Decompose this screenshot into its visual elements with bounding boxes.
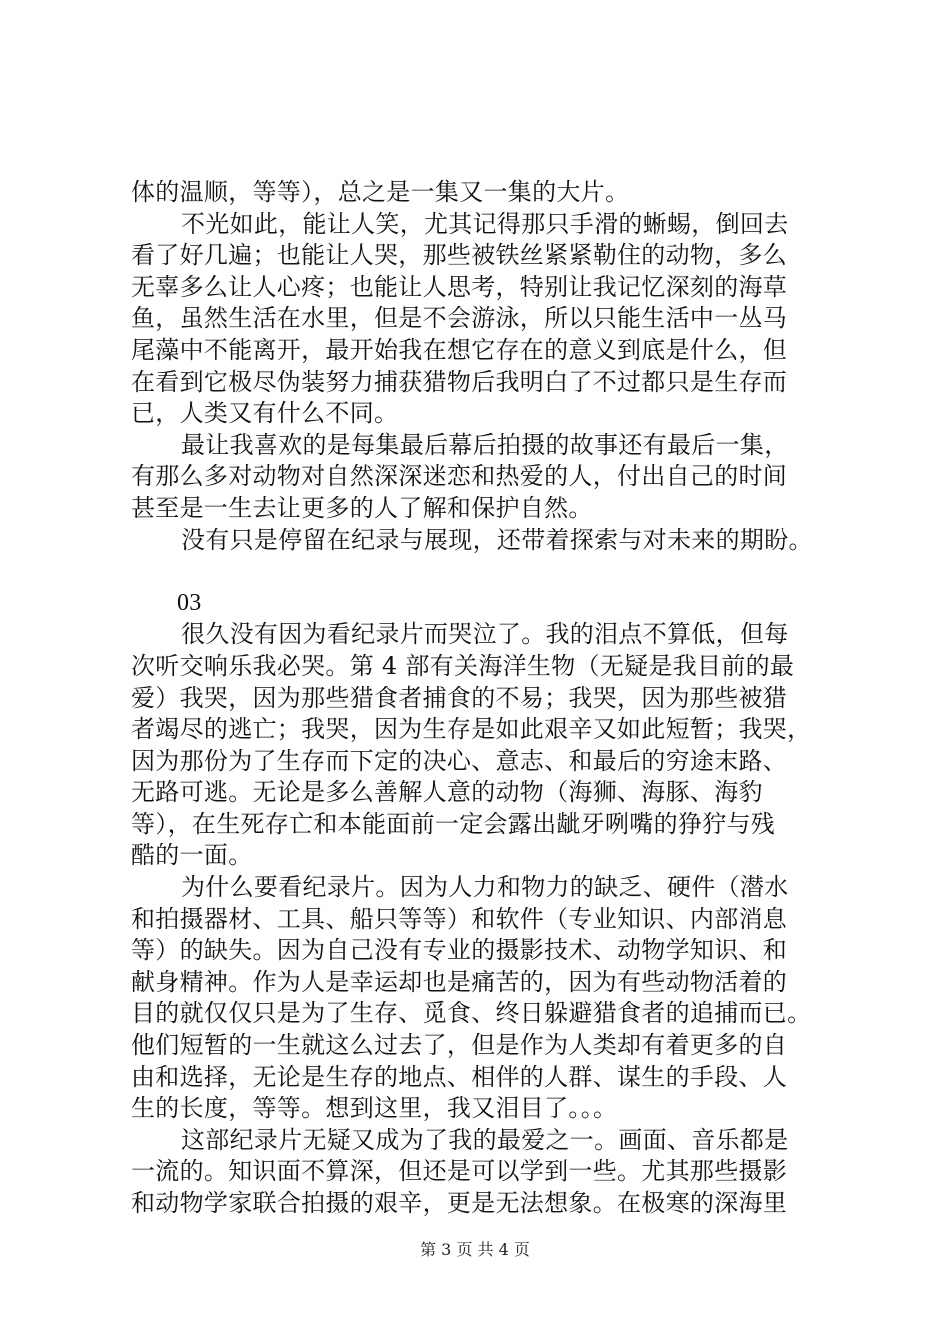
text-line: 鱼，虽然生活在水里，但是不会游泳，所以只能生活中一丛马 (131, 304, 788, 333)
text-line: 一流的。知识面不算深，但还是可以学到一些。尤其那些摄影 (131, 1157, 788, 1186)
text-line: 目的就仅仅只是为了生存、觅食、终日躲避猎食者的追捕而已。 (131, 999, 812, 1028)
text-line: 因为那份为了生存而下定的决心、意志、和最后的穷途末路、 (131, 746, 788, 775)
section-heading: 03 (177, 589, 202, 616)
text-line: 酷的一面。 (131, 841, 253, 870)
page-footer: 第 3 页 共 4 页 (420, 1240, 530, 1259)
text-line: 没有只是停留在纪录与展现，还带着探索与对未来的期盼。 (181, 525, 813, 554)
text-line: 生的长度，等等。想到这里，我又泪目了。。。 (131, 1094, 618, 1123)
text-line: 有那么多对动物对自然深深迷恋和热爱的人，付出自己的时间 (131, 462, 788, 491)
text-line: 最让我喜欢的是每集最后幕后拍摄的故事还有最后一集， (181, 430, 789, 459)
text-line: 献身精神。作为人是幸运却也是痛苦的，因为有些动物活着的 (131, 967, 788, 996)
text-line: 为什么要看纪录片。因为人力和物力的缺乏、硬件（潜水 (181, 873, 789, 902)
text-line: 等），在生死存亡和本能面前一定会露出龇牙咧嘴的狰狞与残 (131, 809, 776, 838)
text-line: 由和选择，无论是生存的地点、相伴的人群、谋生的手段、人 (131, 1062, 788, 1091)
text-line: 在看到它极尽伪装努力捕获猎物后我明白了不过都只是生存而 (131, 367, 788, 396)
text-line: 已，人类又有什么不同。 (131, 399, 399, 428)
text-line: 次听交响乐我必哭。第 4 部有关海洋生物（无疑是我目前的最 (131, 651, 795, 680)
blank-line (131, 556, 837, 588)
text-line: 很久没有因为看纪录片而哭泣了。我的泪点不算低，但每 (181, 620, 789, 649)
text-line: 等）的缺失。因为自己没有专业的摄影技术、动物学知识、和 (131, 936, 788, 965)
document-body (131, 177, 837, 1220)
text-line: 看了好几遍；也能让人哭，那些被铁丝紧紧勒住的动物，多么 (131, 241, 788, 270)
text-line: 和拍摄器材、工具、船只等等）和软件（专业知识、内部消息 (131, 904, 788, 933)
text-line: 爱）我哭，因为那些猎食者捕食的不易；我哭，因为那些被猎 (131, 683, 788, 712)
text-line: 无辜多么让人心疼；也能让人思考，特别让我记忆深刻的海草 (131, 272, 788, 301)
text-line: 体的温顺，等等），总之是一集又一集的大片。 (131, 178, 630, 206)
text-line: 者竭尽的逃亡；我哭，因为生存是如此艰辛又如此短暂；我哭， (131, 715, 812, 744)
text-line: 尾藻中不能离开，最开始我在想它存在的意义到底是什么，但 (131, 335, 788, 364)
text-line: 他们短暂的一生就这么过去了，但是作为人类却有着更多的自 (131, 1031, 788, 1060)
text-line: 这部纪录片无疑又成为了我的最爱之一。画面、音乐都是 (181, 1125, 789, 1154)
text-line: 甚至是一生去让更多的人了解和保护自然。 (131, 493, 593, 522)
text-line: 不光如此，能让人笑，尤其记得那只手滑的蜥蜴，倒回去 (181, 209, 789, 238)
text-line: 无路可逃。无论是多么善解人意的动物（海狮、海豚、海豹 (131, 778, 763, 807)
text-line: 和动物学家联合拍摄的艰辛，更是无法想象。在极寒的深海里 (131, 1189, 788, 1217)
